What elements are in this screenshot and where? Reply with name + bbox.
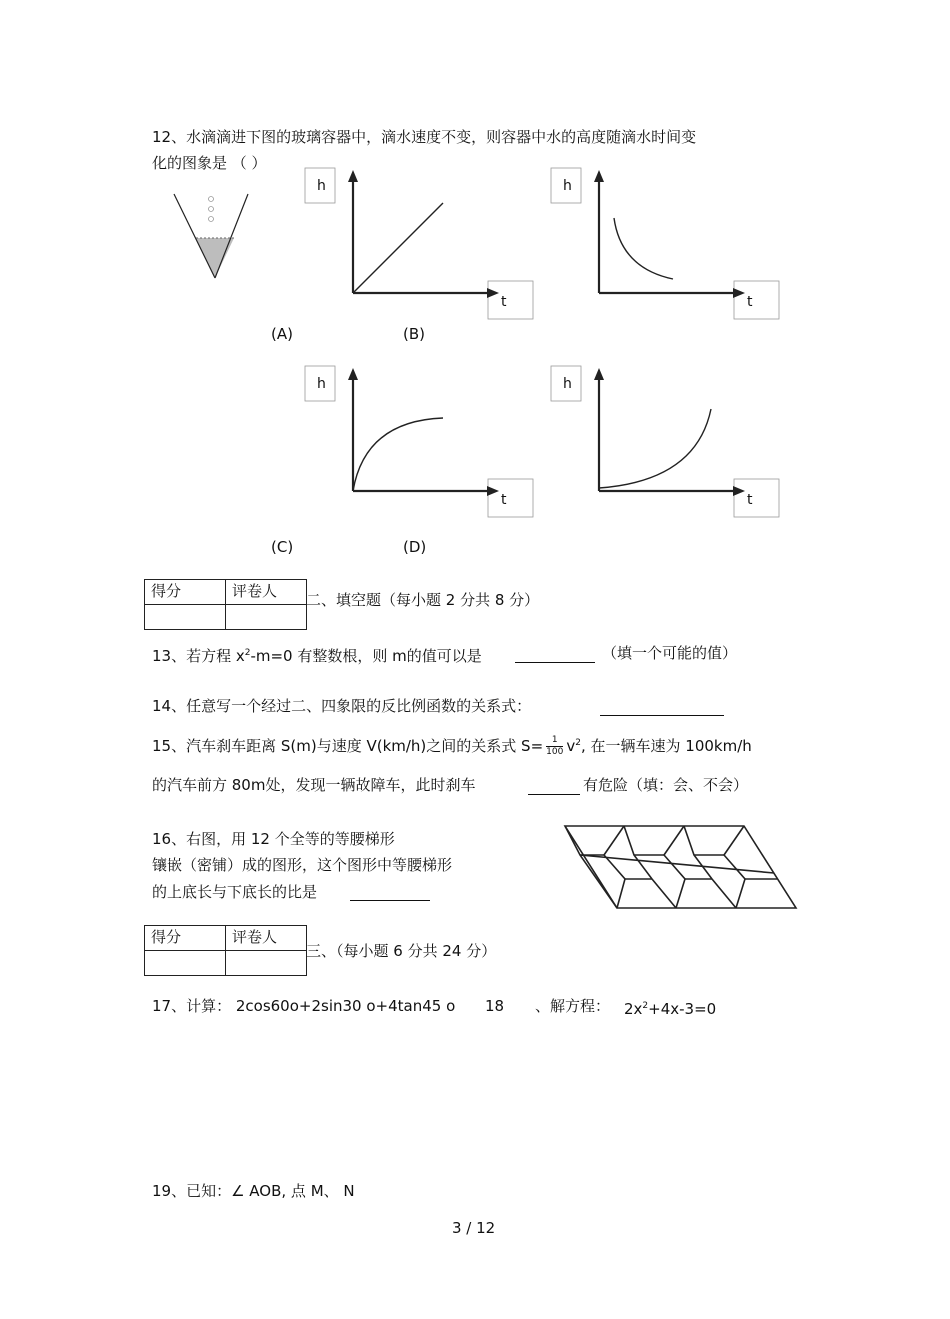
- q15-fraction: [546, 735, 563, 758]
- graph-top-right: [551, 168, 786, 323]
- graph-d: [551, 366, 786, 521]
- axis-label-t: t: [747, 492, 753, 508]
- q18-equation: [624, 997, 716, 1018]
- q12-line1: 12、水滴滴进下图的玻璃容器中，滴水速度不变，则容器中水的高度随滴水时间变: [152, 128, 697, 146]
- grader-header: 评卷人: [226, 580, 307, 605]
- q18-number: 18: [485, 997, 505, 1015]
- axis-label-h: h: [563, 178, 572, 194]
- axis-label-h: h: [317, 376, 326, 392]
- graph-c: [305, 366, 540, 521]
- q13-suffix: （填一个可能的值）: [602, 644, 738, 662]
- option-b-label: (B): [403, 325, 425, 343]
- q13-sup: 2: [244, 648, 251, 658]
- graph-b: [305, 168, 540, 323]
- q16-line1: 16、右图，用 12 个全等的等腰梯形: [152, 830, 395, 848]
- score-header: 得分: [145, 926, 226, 951]
- q15-v: v: [566, 737, 576, 755]
- q13: [152, 644, 482, 665]
- q15-sup: 2: [575, 738, 581, 748]
- q18-eq-b: +4x-3=0: [648, 1000, 717, 1018]
- q13-prefix: 13、若方程 x: [152, 647, 245, 665]
- q18-label: 、解方程：: [535, 997, 611, 1015]
- page-number: 3 / 12: [452, 1219, 496, 1237]
- grader-header: 评卷人: [226, 926, 307, 951]
- q15-frac-num: 1: [546, 735, 563, 747]
- q14: 14、任意写一个经过二、四象限的反比例函数的关系式：: [152, 697, 532, 715]
- option-c-label: (C): [271, 538, 294, 556]
- q15-line2a: 的汽车前方 80m处，发现一辆故障车，此时刹车: [152, 776, 476, 794]
- score-header: 得分: [145, 580, 226, 605]
- score-table-section3: [144, 925, 307, 976]
- section3-title: 三、（每小题 6 分共 24 分）: [306, 942, 497, 960]
- axis-label-t: t: [501, 492, 507, 508]
- q15-frac-den: 100: [546, 747, 564, 757]
- q15-prefix: 15、汽车刹车距离 S(m)与速度 V(km/h)之间的关系式 S=: [152, 737, 544, 755]
- q15-line1: [152, 734, 752, 758]
- section2-title: 二、填空题（每小题 2 分共 8 分）: [306, 591, 540, 609]
- glass-container-figure: [170, 190, 250, 285]
- q12-line2: 化的图象是 （ ）: [152, 154, 267, 172]
- score-cell: [145, 951, 226, 976]
- q17: 17、计算： 2cos60o+2sin30 o+4tan45 o: [152, 997, 456, 1015]
- q18-eq-sup: 2: [642, 1001, 649, 1011]
- q16-answer-blank[interactable]: [350, 899, 430, 901]
- q13-mid: -m=0 有整数根，则 m的值可以是: [250, 647, 482, 665]
- q14-answer-blank[interactable]: [600, 714, 724, 716]
- grader-cell: [226, 951, 307, 976]
- axis-label-t: t: [501, 294, 507, 310]
- q15-rest: , 在一辆车速为 100km/h: [580, 737, 752, 755]
- grader-cell: [226, 605, 307, 630]
- axis-label-h: h: [317, 178, 326, 194]
- q16-line3: 的上底长与下底长的比是: [152, 883, 318, 901]
- q15-answer-blank[interactable]: [528, 793, 580, 795]
- trapezoid-tessellation-figure: [560, 824, 800, 912]
- axis-label-t: t: [747, 294, 753, 310]
- score-cell: [145, 605, 226, 630]
- option-d-label: (D): [403, 538, 427, 556]
- q18-eq-a: 2x: [624, 1000, 643, 1018]
- axis-label-h: h: [563, 376, 572, 392]
- q16-line2: 镶嵌（密铺）成的图形，这个图形中等腰梯形: [152, 856, 453, 874]
- score-table-section2: [144, 579, 307, 630]
- q13-answer-blank[interactable]: [515, 661, 595, 663]
- option-a-label: (A): [271, 325, 293, 343]
- q19: 19、已知：∠ AOB, 点 M、 N: [152, 1182, 355, 1200]
- q15-line2b: 有危险（填：会、不会）: [583, 776, 749, 794]
